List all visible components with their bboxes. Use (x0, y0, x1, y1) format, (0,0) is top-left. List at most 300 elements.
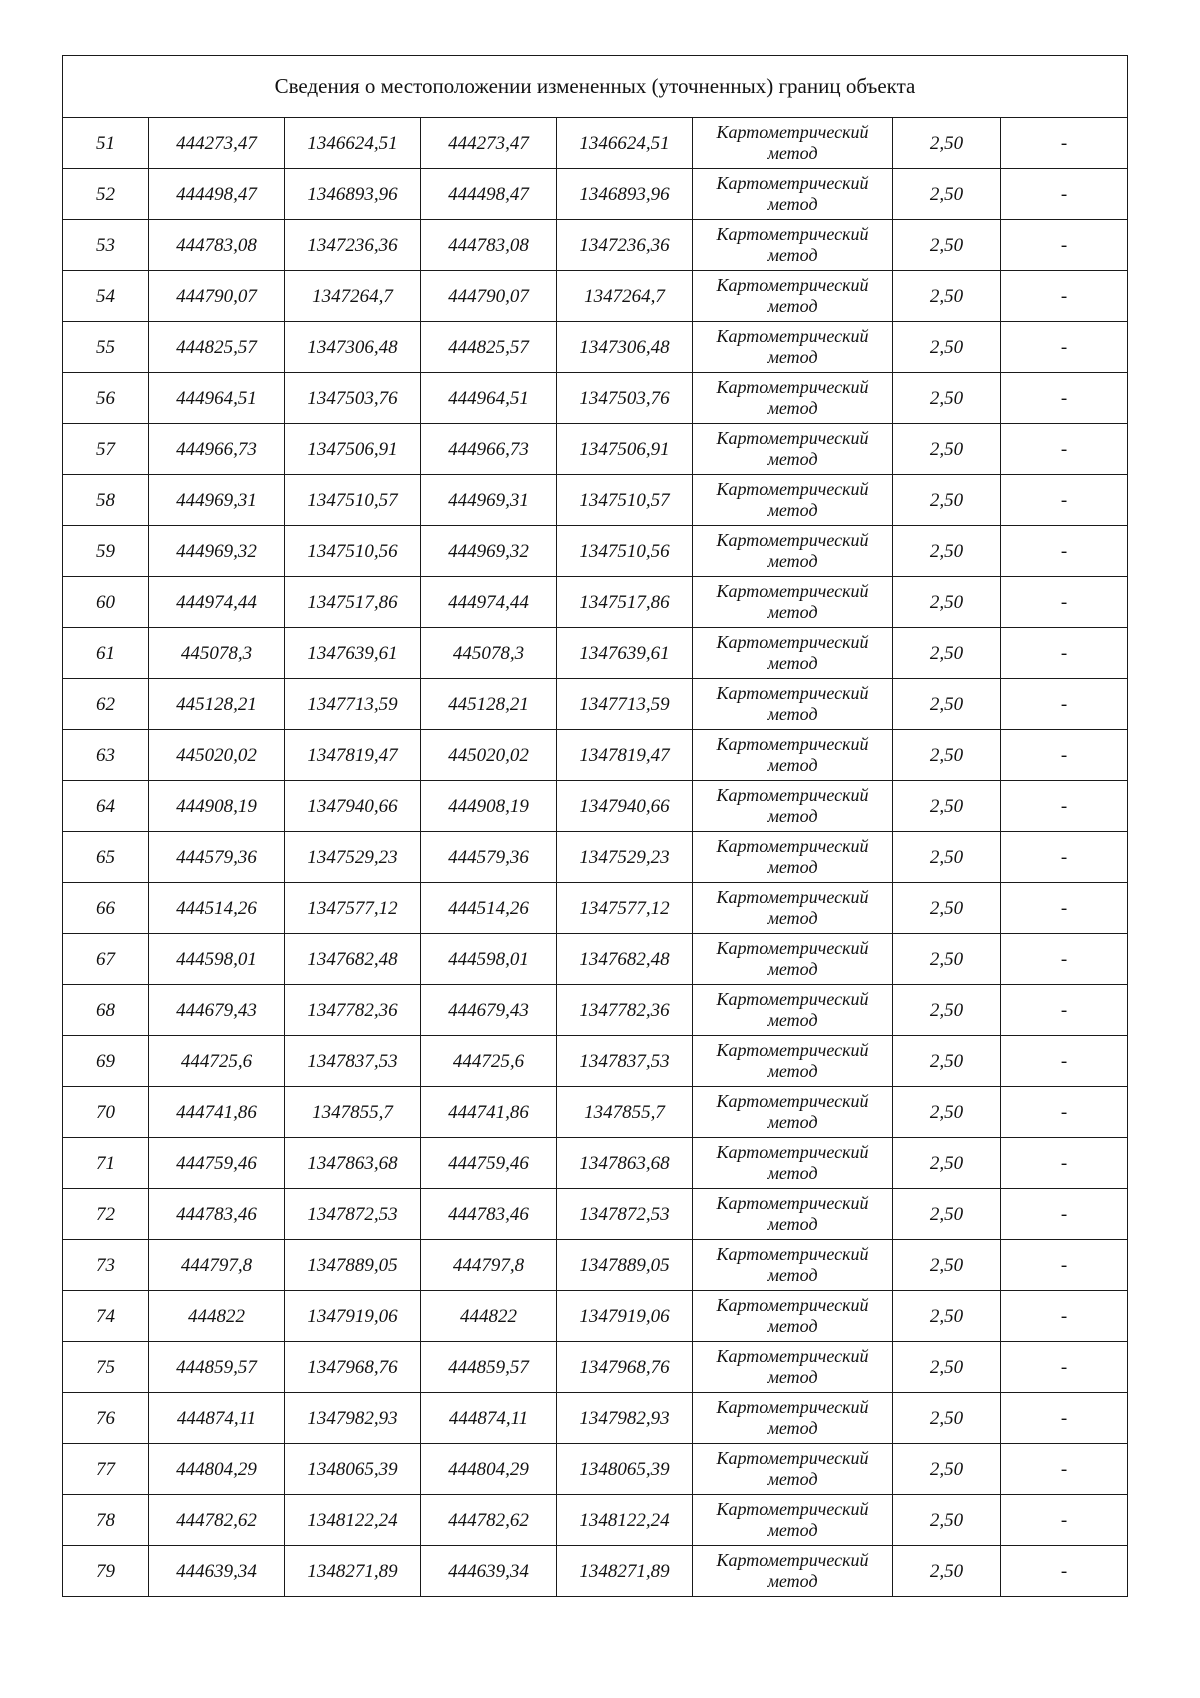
point-number-cell: 53 (63, 220, 149, 271)
accuracy-cell: 2,50 (893, 934, 1001, 985)
method-cell (693, 577, 893, 628)
method-line-1: Картометрический (716, 887, 869, 907)
method-line-1: Картометрический (716, 428, 869, 448)
refined-x-cell: 444759,46 (421, 1138, 557, 1189)
method-line-1: Картометрический (716, 836, 869, 856)
note-cell: - (1001, 1036, 1128, 1087)
existing-x-cell: 444797,8 (149, 1240, 285, 1291)
table-row (63, 322, 1128, 373)
table-row (63, 1036, 1128, 1087)
existing-x-cell: 444679,43 (149, 985, 285, 1036)
existing-x-cell: 444639,34 (149, 1546, 285, 1597)
existing-x-cell: 444273,47 (149, 118, 285, 169)
table-row (63, 1138, 1128, 1189)
existing-y-cell: 1347819,47 (285, 730, 421, 781)
point-number-cell: 61 (63, 628, 149, 679)
existing-y-cell: 1347855,7 (285, 1087, 421, 1138)
refined-y-cell: 1347889,05 (557, 1240, 693, 1291)
boundary-coordinates-table (62, 55, 1128, 1597)
note-cell: - (1001, 424, 1128, 475)
existing-y-cell: 1347510,56 (285, 526, 421, 577)
existing-y-cell: 1347264,7 (285, 271, 421, 322)
table-row (63, 424, 1128, 475)
existing-y-cell: 1347639,61 (285, 628, 421, 679)
note-cell: - (1001, 1138, 1128, 1189)
method-line-2: метод (767, 1010, 818, 1030)
note-cell: - (1001, 1393, 1128, 1444)
table-row (63, 934, 1128, 985)
table-row (63, 883, 1128, 934)
refined-x-cell: 444790,07 (421, 271, 557, 322)
method-line-1: Картометрический (716, 479, 869, 499)
refined-y-cell: 1348271,89 (557, 1546, 693, 1597)
existing-x-cell: 444908,19 (149, 781, 285, 832)
method-line-2: метод (767, 398, 818, 418)
note-cell: - (1001, 985, 1128, 1036)
method-cell (693, 1240, 893, 1291)
refined-y-cell: 1347506,91 (557, 424, 693, 475)
existing-x-cell: 444874,11 (149, 1393, 285, 1444)
method-line-1: Картометрический (716, 632, 869, 652)
note-cell: - (1001, 220, 1128, 271)
existing-y-cell: 1347863,68 (285, 1138, 421, 1189)
method-line-1: Картометрический (716, 1142, 869, 1162)
refined-x-cell: 444741,86 (421, 1087, 557, 1138)
point-number-cell: 57 (63, 424, 149, 475)
method-line-2: метод (767, 1418, 818, 1438)
point-number-cell: 71 (63, 1138, 149, 1189)
point-number-cell: 64 (63, 781, 149, 832)
existing-y-cell: 1347889,05 (285, 1240, 421, 1291)
existing-y-cell: 1347529,23 (285, 832, 421, 883)
refined-y-cell: 1347529,23 (557, 832, 693, 883)
method-line-2: метод (767, 653, 818, 673)
table-title-row (63, 56, 1128, 118)
refined-x-cell: 444822 (421, 1291, 557, 1342)
accuracy-cell: 2,50 (893, 781, 1001, 832)
refined-x-cell: 444969,31 (421, 475, 557, 526)
note-cell: - (1001, 781, 1128, 832)
method-line-1: Картометрический (716, 1295, 869, 1315)
accuracy-cell: 2,50 (893, 1138, 1001, 1189)
table-row (63, 373, 1128, 424)
point-number-cell: 70 (63, 1087, 149, 1138)
note-cell: - (1001, 271, 1128, 322)
method-line-2: метод (767, 1520, 818, 1540)
method-line-2: метод (767, 1112, 818, 1132)
method-line-2: метод (767, 347, 818, 367)
method-line-2: метод (767, 1061, 818, 1081)
accuracy-cell: 2,50 (893, 475, 1001, 526)
refined-y-cell: 1347517,86 (557, 577, 693, 628)
point-number-cell: 75 (63, 1342, 149, 1393)
method-line-2: метод (767, 1469, 818, 1489)
note-cell: - (1001, 577, 1128, 628)
method-cell (693, 730, 893, 781)
point-number-cell: 67 (63, 934, 149, 985)
method-line-2: метод (767, 500, 818, 520)
point-number-cell: 78 (63, 1495, 149, 1546)
method-line-1: Картометрический (716, 1193, 869, 1213)
existing-y-cell: 1347306,48 (285, 322, 421, 373)
method-cell (693, 832, 893, 883)
method-line-2: метод (767, 755, 818, 775)
table-row (63, 1087, 1128, 1138)
method-line-2: метод (767, 143, 818, 163)
note-cell: - (1001, 679, 1128, 730)
method-cell (693, 118, 893, 169)
method-line-2: метод (767, 551, 818, 571)
existing-x-cell: 444498,47 (149, 169, 285, 220)
refined-x-cell: 445078,3 (421, 628, 557, 679)
refined-y-cell: 1347510,57 (557, 475, 693, 526)
existing-x-cell: 445128,21 (149, 679, 285, 730)
point-number-cell: 54 (63, 271, 149, 322)
method-line-1: Картометрический (716, 1499, 869, 1519)
accuracy-cell: 2,50 (893, 1036, 1001, 1087)
method-cell (693, 1087, 893, 1138)
accuracy-cell: 2,50 (893, 628, 1001, 679)
existing-x-cell: 444964,51 (149, 373, 285, 424)
method-line-1: Картометрический (716, 1448, 869, 1468)
table-row (63, 1495, 1128, 1546)
note-cell: - (1001, 322, 1128, 373)
method-cell (693, 1495, 893, 1546)
method-cell (693, 322, 893, 373)
method-line-1: Картометрический (716, 530, 869, 550)
method-line-1: Картометрический (716, 785, 869, 805)
refined-x-cell: 444974,44 (421, 577, 557, 628)
accuracy-cell: 2,50 (893, 679, 1001, 730)
note-cell: - (1001, 1189, 1128, 1240)
note-cell: - (1001, 475, 1128, 526)
method-cell (693, 934, 893, 985)
refined-y-cell: 1347639,61 (557, 628, 693, 679)
refined-y-cell: 1346893,96 (557, 169, 693, 220)
existing-y-cell: 1347506,91 (285, 424, 421, 475)
point-number-cell: 77 (63, 1444, 149, 1495)
method-cell (693, 1138, 893, 1189)
accuracy-cell: 2,50 (893, 832, 1001, 883)
existing-x-cell: 444974,44 (149, 577, 285, 628)
table-row (63, 832, 1128, 883)
table-row (63, 781, 1128, 832)
refined-x-cell: 444639,34 (421, 1546, 557, 1597)
refined-x-cell: 444908,19 (421, 781, 557, 832)
table-row (63, 526, 1128, 577)
existing-x-cell: 444514,26 (149, 883, 285, 934)
refined-x-cell: 444964,51 (421, 373, 557, 424)
method-line-1: Картометрический (716, 1397, 869, 1417)
table-title: Сведения о местоположении измененных (уточненных) границ объекта (63, 56, 1128, 118)
point-number-cell: 51 (63, 118, 149, 169)
note-cell: - (1001, 1444, 1128, 1495)
method-cell (693, 985, 893, 1036)
accuracy-cell: 2,50 (893, 1393, 1001, 1444)
method-line-2: метод (767, 296, 818, 316)
point-number-cell: 74 (63, 1291, 149, 1342)
existing-x-cell: 444598,01 (149, 934, 285, 985)
existing-x-cell: 444969,32 (149, 526, 285, 577)
point-number-cell: 76 (63, 1393, 149, 1444)
existing-x-cell: 444822 (149, 1291, 285, 1342)
method-line-2: метод (767, 449, 818, 469)
method-line-2: метод (767, 245, 818, 265)
refined-y-cell: 1347819,47 (557, 730, 693, 781)
refined-y-cell: 1347919,06 (557, 1291, 693, 1342)
refined-x-cell: 444966,73 (421, 424, 557, 475)
existing-y-cell: 1347837,53 (285, 1036, 421, 1087)
point-number-cell: 55 (63, 322, 149, 373)
refined-y-cell: 1347872,53 (557, 1189, 693, 1240)
method-cell (693, 628, 893, 679)
method-line-2: метод (767, 908, 818, 928)
existing-x-cell: 444825,57 (149, 322, 285, 373)
method-line-1: Картометрический (716, 989, 869, 1009)
method-cell (693, 1444, 893, 1495)
refined-x-cell: 445128,21 (421, 679, 557, 730)
note-cell: - (1001, 526, 1128, 577)
refined-x-cell: 445020,02 (421, 730, 557, 781)
table-row (63, 730, 1128, 781)
note-cell: - (1001, 628, 1128, 679)
existing-y-cell: 1347872,53 (285, 1189, 421, 1240)
point-number-cell: 73 (63, 1240, 149, 1291)
table-row (63, 679, 1128, 730)
accuracy-cell: 2,50 (893, 373, 1001, 424)
note-cell: - (1001, 1240, 1128, 1291)
table-row (63, 169, 1128, 220)
accuracy-cell: 2,50 (893, 271, 1001, 322)
existing-x-cell: 444969,31 (149, 475, 285, 526)
method-line-1: Картометрический (716, 122, 869, 142)
accuracy-cell: 2,50 (893, 220, 1001, 271)
table-row (63, 1546, 1128, 1597)
method-line-2: метод (767, 1571, 818, 1591)
method-line-2: метод (767, 959, 818, 979)
accuracy-cell: 2,50 (893, 1444, 1001, 1495)
existing-x-cell: 444725,6 (149, 1036, 285, 1087)
existing-y-cell: 1347713,59 (285, 679, 421, 730)
refined-y-cell: 1347782,36 (557, 985, 693, 1036)
point-number-cell: 58 (63, 475, 149, 526)
refined-x-cell: 444782,62 (421, 1495, 557, 1546)
existing-y-cell: 1348271,89 (285, 1546, 421, 1597)
refined-x-cell: 444797,8 (421, 1240, 557, 1291)
refined-x-cell: 444498,47 (421, 169, 557, 220)
refined-x-cell: 444598,01 (421, 934, 557, 985)
point-number-cell: 66 (63, 883, 149, 934)
existing-x-cell: 444759,46 (149, 1138, 285, 1189)
method-cell (693, 169, 893, 220)
existing-x-cell: 444579,36 (149, 832, 285, 883)
refined-y-cell: 1347940,66 (557, 781, 693, 832)
refined-y-cell: 1347682,48 (557, 934, 693, 985)
existing-y-cell: 1347782,36 (285, 985, 421, 1036)
method-line-2: метод (767, 1163, 818, 1183)
table-row (63, 271, 1128, 322)
note-cell: - (1001, 1087, 1128, 1138)
method-line-1: Картометрический (716, 683, 869, 703)
method-line-2: метод (767, 1265, 818, 1285)
method-line-2: метод (767, 1316, 818, 1336)
note-cell: - (1001, 883, 1128, 934)
method-line-1: Картометрический (716, 581, 869, 601)
method-cell (693, 1291, 893, 1342)
method-cell (693, 1342, 893, 1393)
existing-y-cell: 1347517,86 (285, 577, 421, 628)
refined-x-cell: 444825,57 (421, 322, 557, 373)
accuracy-cell: 2,50 (893, 730, 1001, 781)
accuracy-cell: 2,50 (893, 526, 1001, 577)
table-row (63, 475, 1128, 526)
refined-y-cell: 1347264,7 (557, 271, 693, 322)
refined-y-cell: 1347236,36 (557, 220, 693, 271)
point-number-cell: 59 (63, 526, 149, 577)
existing-y-cell: 1347919,06 (285, 1291, 421, 1342)
method-line-1: Картометрический (716, 1244, 869, 1264)
note-cell: - (1001, 1546, 1128, 1597)
method-line-2: метод (767, 806, 818, 826)
accuracy-cell: 2,50 (893, 1189, 1001, 1240)
point-number-cell: 68 (63, 985, 149, 1036)
table-row (63, 1291, 1128, 1342)
point-number-cell: 62 (63, 679, 149, 730)
method-line-2: метод (767, 704, 818, 724)
refined-x-cell: 444859,57 (421, 1342, 557, 1393)
method-line-1: Картометрический (716, 938, 869, 958)
refined-x-cell: 444783,08 (421, 220, 557, 271)
note-cell: - (1001, 934, 1128, 985)
existing-x-cell: 444966,73 (149, 424, 285, 475)
table-row (63, 628, 1128, 679)
accuracy-cell: 2,50 (893, 577, 1001, 628)
refined-x-cell: 444514,26 (421, 883, 557, 934)
method-cell (693, 475, 893, 526)
existing-y-cell: 1348122,24 (285, 1495, 421, 1546)
note-cell: - (1001, 832, 1128, 883)
existing-x-cell: 445078,3 (149, 628, 285, 679)
accuracy-cell: 2,50 (893, 1342, 1001, 1393)
point-number-cell: 79 (63, 1546, 149, 1597)
existing-x-cell: 444782,62 (149, 1495, 285, 1546)
refined-y-cell: 1348065,39 (557, 1444, 693, 1495)
table-row (63, 1240, 1128, 1291)
refined-y-cell: 1347837,53 (557, 1036, 693, 1087)
method-line-2: метод (767, 194, 818, 214)
method-line-1: Картометрический (716, 1550, 869, 1570)
point-number-cell: 52 (63, 169, 149, 220)
method-line-2: метод (767, 602, 818, 622)
refined-x-cell: 444783,46 (421, 1189, 557, 1240)
note-cell: - (1001, 730, 1128, 781)
method-cell (693, 424, 893, 475)
note-cell: - (1001, 373, 1128, 424)
existing-y-cell: 1347503,76 (285, 373, 421, 424)
existing-y-cell: 1347682,48 (285, 934, 421, 985)
existing-x-cell: 444804,29 (149, 1444, 285, 1495)
table-row (63, 1342, 1128, 1393)
existing-y-cell: 1347510,57 (285, 475, 421, 526)
refined-y-cell: 1347510,56 (557, 526, 693, 577)
method-cell (693, 781, 893, 832)
refined-y-cell: 1347713,59 (557, 679, 693, 730)
existing-x-cell: 444790,07 (149, 271, 285, 322)
refined-y-cell: 1347306,48 (557, 322, 693, 373)
refined-y-cell: 1348122,24 (557, 1495, 693, 1546)
method-cell (693, 1393, 893, 1444)
table-row (63, 1189, 1128, 1240)
existing-y-cell: 1346893,96 (285, 169, 421, 220)
method-line-1: Картометрический (716, 1040, 869, 1060)
method-line-1: Картометрический (716, 224, 869, 244)
accuracy-cell: 2,50 (893, 169, 1001, 220)
point-number-cell: 72 (63, 1189, 149, 1240)
existing-y-cell: 1346624,51 (285, 118, 421, 169)
existing-y-cell: 1347577,12 (285, 883, 421, 934)
table-row (63, 985, 1128, 1036)
refined-x-cell: 444969,32 (421, 526, 557, 577)
point-number-cell: 69 (63, 1036, 149, 1087)
method-line-1: Картометрический (716, 173, 869, 193)
existing-x-cell: 444859,57 (149, 1342, 285, 1393)
method-cell (693, 1036, 893, 1087)
table-row (63, 220, 1128, 271)
accuracy-cell: 2,50 (893, 883, 1001, 934)
method-cell (693, 1546, 893, 1597)
table-row (63, 1444, 1128, 1495)
point-number-cell: 56 (63, 373, 149, 424)
table-row (63, 118, 1128, 169)
method-line-1: Картометрический (716, 326, 869, 346)
accuracy-cell: 2,50 (893, 322, 1001, 373)
method-line-1: Картометрический (716, 1346, 869, 1366)
method-cell (693, 220, 893, 271)
refined-x-cell: 444273,47 (421, 118, 557, 169)
existing-y-cell: 1347236,36 (285, 220, 421, 271)
method-cell (693, 1189, 893, 1240)
accuracy-cell: 2,50 (893, 1240, 1001, 1291)
method-cell (693, 679, 893, 730)
existing-x-cell: 445020,02 (149, 730, 285, 781)
method-cell (693, 526, 893, 577)
refined-y-cell: 1347968,76 (557, 1342, 693, 1393)
accuracy-cell: 2,50 (893, 985, 1001, 1036)
table-row (63, 1393, 1128, 1444)
method-cell (693, 271, 893, 322)
point-number-cell: 65 (63, 832, 149, 883)
refined-y-cell: 1347982,93 (557, 1393, 693, 1444)
accuracy-cell: 2,50 (893, 118, 1001, 169)
refined-x-cell: 444804,29 (421, 1444, 557, 1495)
method-cell (693, 883, 893, 934)
method-line-2: метод (767, 1367, 818, 1387)
accuracy-cell: 2,50 (893, 1291, 1001, 1342)
method-line-2: метод (767, 1214, 818, 1234)
table-row (63, 577, 1128, 628)
refined-x-cell: 444725,6 (421, 1036, 557, 1087)
refined-y-cell: 1347855,7 (557, 1087, 693, 1138)
refined-y-cell: 1347577,12 (557, 883, 693, 934)
refined-y-cell: 1347503,76 (557, 373, 693, 424)
refined-x-cell: 444679,43 (421, 985, 557, 1036)
note-cell: - (1001, 118, 1128, 169)
refined-x-cell: 444579,36 (421, 832, 557, 883)
existing-x-cell: 444741,86 (149, 1087, 285, 1138)
method-line-1: Картометрический (716, 377, 869, 397)
refined-y-cell: 1346624,51 (557, 118, 693, 169)
refined-x-cell: 444874,11 (421, 1393, 557, 1444)
